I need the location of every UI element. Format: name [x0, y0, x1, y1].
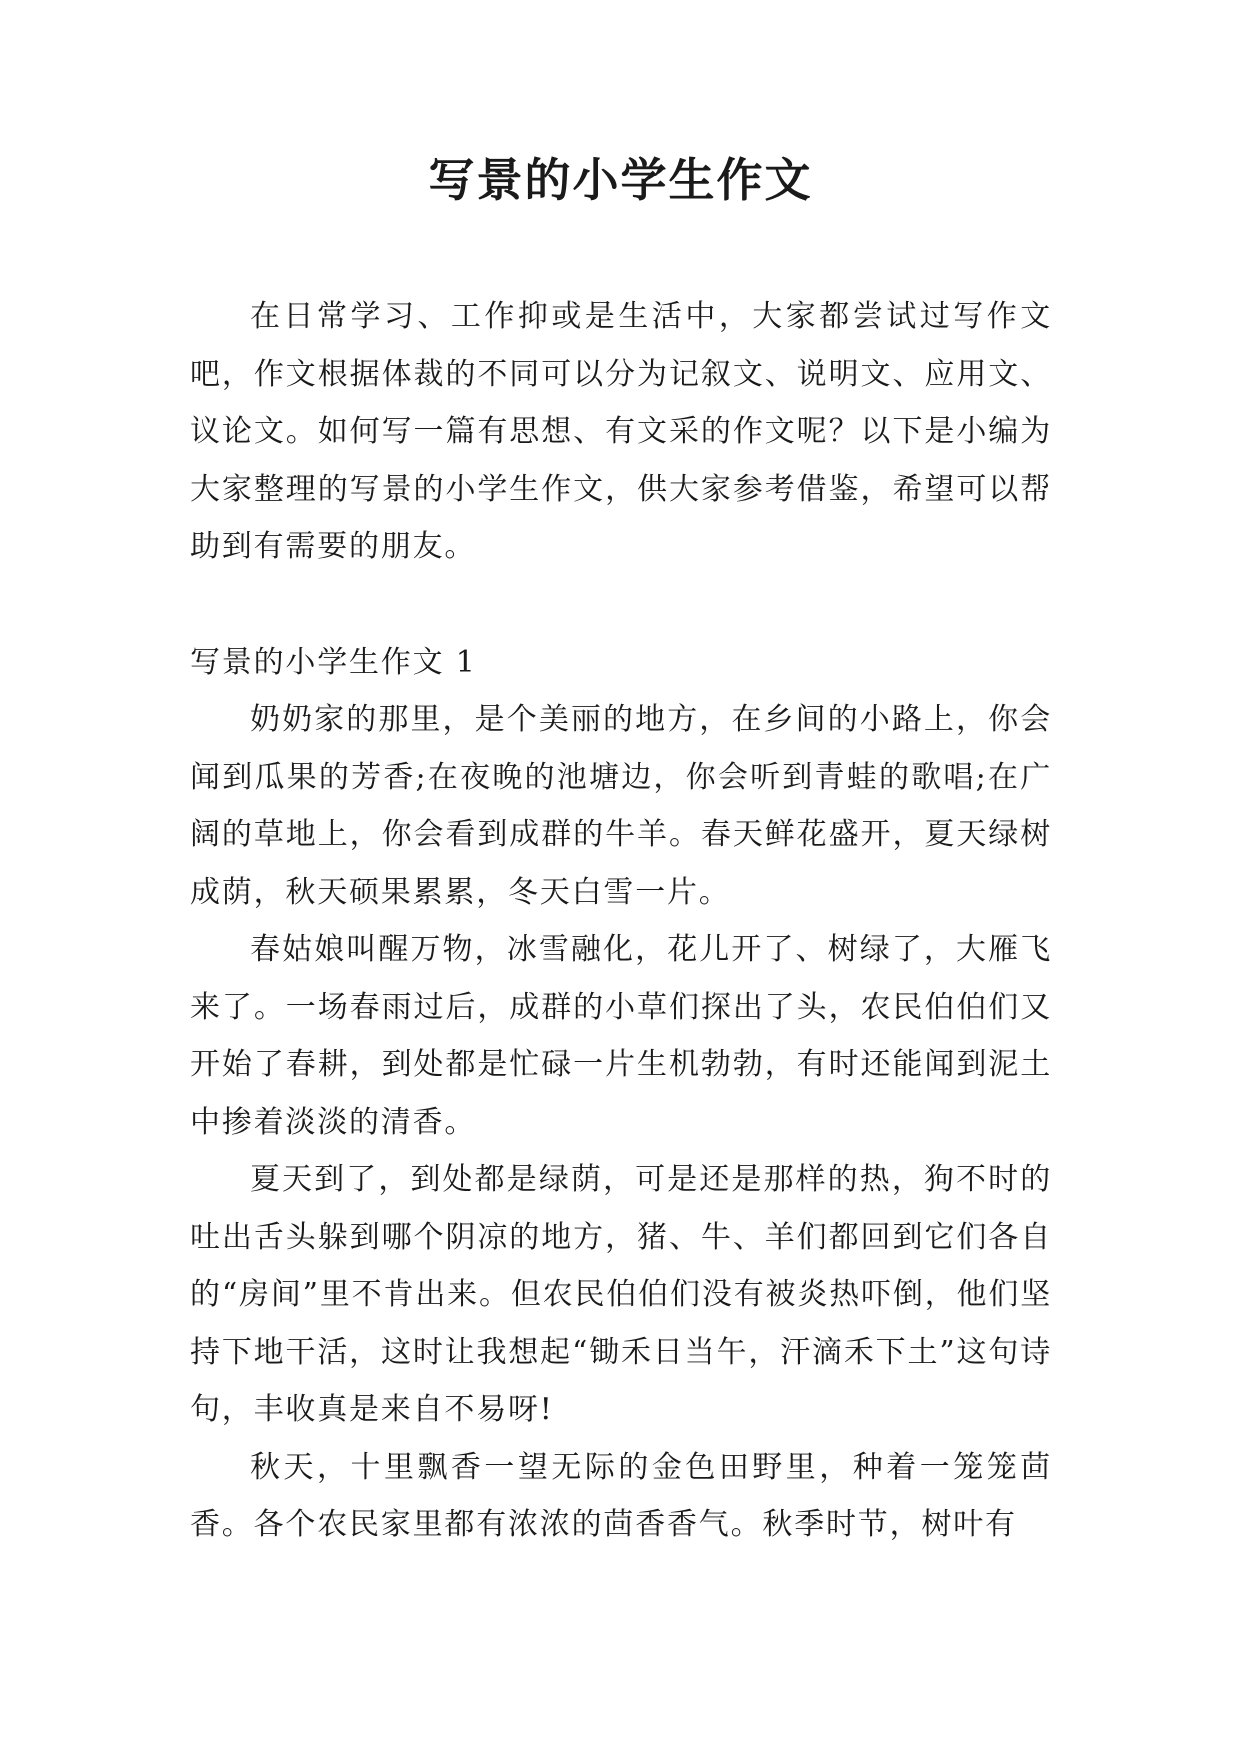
- document-body: [190, 288, 1052, 1554]
- essay-paragraph: 夏天到了，到处都是绿荫，可是还是那样的热，狗不时的吐出舌头躲到哪个阴凉的地方，猪、牛、羊们都回到它们各自的“房间”里不肯出来。但农民伯伯们没有被炎热吓倒，他们坚持下地干活，这时让我想起“锄禾日当午，汗滴禾下土”这句诗句，丰收真是来自不易呀!: [190, 1162, 1052, 1427]
- essay-section: [190, 634, 1052, 1554]
- document-title: 写景的小学生作文: [428, 153, 813, 207]
- essay-paragraph: 奶奶家的那里，是个美丽的地方，在乡间的小路上，你会闻到瓜果的芳香;在夜晚的池塘边，你会听到青蛙的歌唱;在广阔的草地上，你会看到成群的牛羊。春天鲜花盛开，夏天绿树成荫，秋天硕果累累，冬天白雪一片。: [190, 702, 1052, 910]
- section-heading: 写景的小学生作文 1: [190, 644, 477, 680]
- essay-paragraph: 春姑娘叫醒万物，冰雪融化，花儿开了、树绿了，大雁飞来了。一场春雨过后，成群的小草们探出了头，农民伯伯们又开始了春耕，到处都是忙碌一片生机勃勃，有时还能闻到泥土中掺着淡淡的清香。: [190, 932, 1052, 1140]
- essay-paragraph: 秋天，十里飘香一望无际的金色田野里，种着一笼笼茴香。各个农民家里都有浓浓的茴香香气。秋季时节，树叶有: [190, 1449, 1052, 1542]
- intro-paragraph: 在日常学习、工作抑或是生活中，大家都尝试过写作文吧，作文根据体裁的不同可以分为记叙文、说明文、应用文、议论文。如何写一篇有思想、有文采的作文呢？以下是小编为大家整理的写景的小学生作文，供大家参考借鉴，希望可以帮助到有需要的朋友。: [190, 299, 1052, 564]
